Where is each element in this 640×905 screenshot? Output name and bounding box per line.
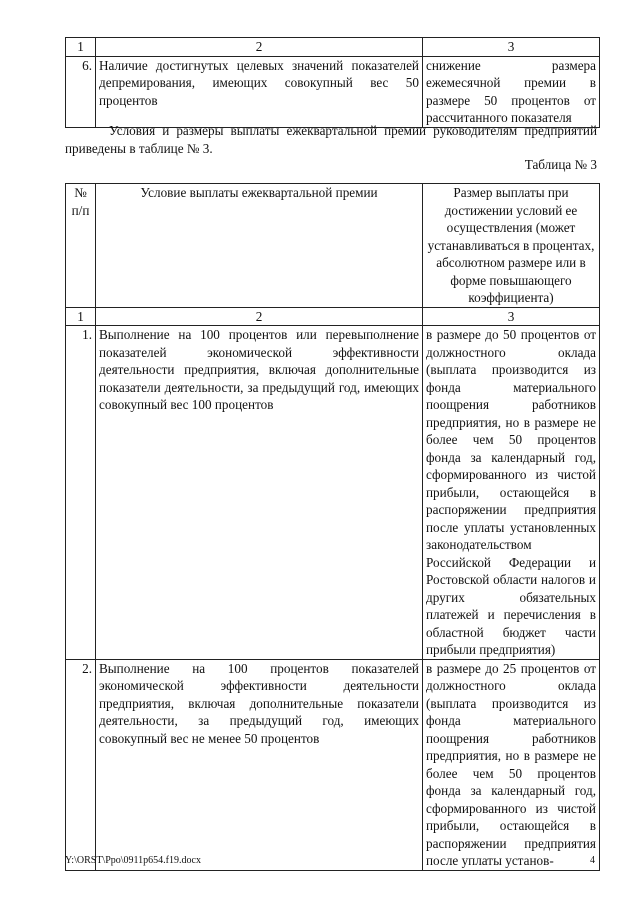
table-row — [66, 326, 600, 660]
row-condition: Наличие достигнутых целевых значений показателей депремирования, имеющих совокупный вес 50 процентов — [96, 56, 423, 127]
table-row — [66, 56, 600, 127]
header-row — [66, 184, 600, 308]
table-row — [66, 659, 600, 870]
row-condition: Выполнение на 100 процентов показателей экономической эффективности деятельности предприятия, включая дополнительные показатели деятельности, за предыдущий год, имеющих совокупный вес не менее 50 процентов — [96, 659, 423, 870]
header-num: № п/п — [66, 184, 96, 308]
header-amount: Размер выплаты при достижении условий ее осуществления (может устанавливаться в процентах, абсолютном размере или в форме повышающего коэффициента) — [423, 184, 600, 308]
page-number: 4 — [590, 855, 595, 866]
colnum-1: 1 — [66, 38, 96, 57]
table-continuation — [65, 37, 600, 128]
column-number-row — [66, 307, 600, 326]
column-number-row — [66, 38, 600, 57]
colnum-3: 3 — [423, 38, 600, 57]
footer-file-path: Y:\ORST\Ppo\0911p654.f19.docx — [65, 855, 201, 866]
row-amount: в размере до 50 процентов от должностного оклада (выплата производится из фонда материального поощрения работников предприятия, но в размере не более чем 50 процентов фонда за календарный год, сформированного из чистой прибыли, остающейся в распоряжении предприятия после уплаты установленных законодательством Российской Федерации и Ростовской области налогов и других обязательных платежей и перечисления в областной бюджет части прибыли предприятия) — [423, 326, 600, 660]
row-number: 1. — [66, 326, 96, 660]
table-caption: Таблица № 3 — [524, 157, 597, 172]
row-number: 2. — [66, 659, 96, 870]
body-paragraph: Условия и размеры выплаты ежеквартальной премии руководителям предприятий приведены в таблице № 3. — [65, 123, 597, 156]
row-amount: в размере до 25 процентов от должностного оклада (выплата производится из фонда материального поощрения работников предприятия, но в размере не более чем 50 процентов фонда за календарный год, сформированного из чистой прибыли, остающейся в распоряжении предприятия после уплаты установ- — [423, 659, 600, 870]
colnum-2: 2 — [96, 307, 423, 326]
header-condition: Условие выплаты ежеквартальной премии — [96, 184, 423, 308]
row-condition: Выполнение на 100 процентов или перевыполнение показателей экономической эффективности деятельности предприятия, включая дополнительные показатели деятельности, за предыдущий год, имеющих совокупный вес 100 процентов — [96, 326, 423, 660]
row-number: 6. — [66, 56, 96, 127]
colnum-2: 2 — [96, 38, 423, 57]
colnum-3: 3 — [423, 307, 600, 326]
row-amount: снижение размера ежемесячной премии в размере 50 процентов от рассчитанного показателя — [423, 56, 600, 127]
colnum-1: 1 — [66, 307, 96, 326]
table-3 — [65, 183, 600, 871]
